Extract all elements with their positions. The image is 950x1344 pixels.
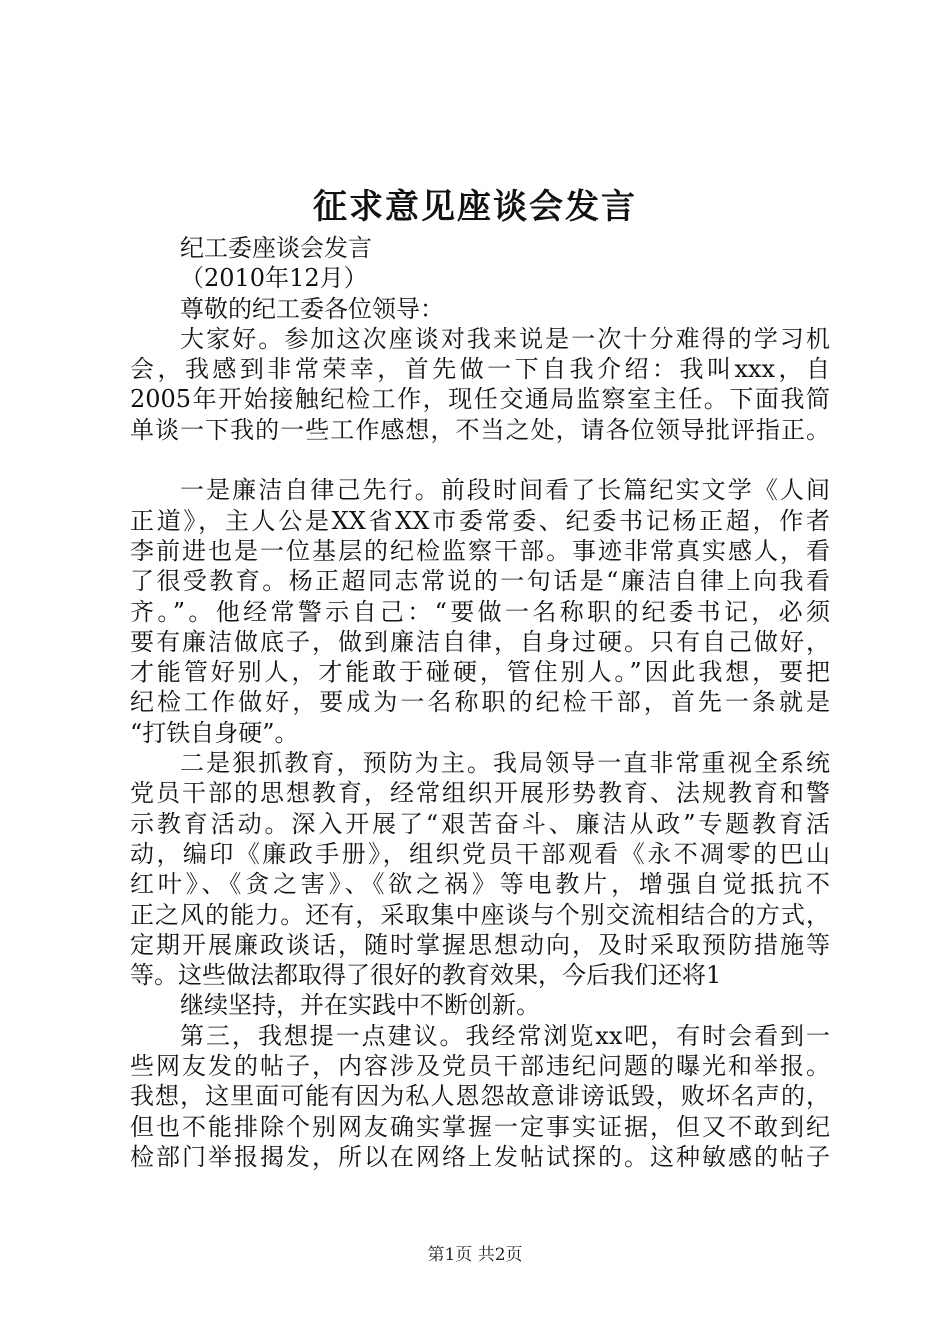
text-line: 纪检工作做好，要成为一名称职的纪检干部，首先一条就是 [130, 688, 830, 717]
text-line: （2010年12月） [180, 264, 368, 293]
text-line: 正道》，主人公是XX省XX市委常委、纪委书记杨正超，作者 [130, 506, 830, 535]
text-line: 会，我感到非常荣幸，首先做一下自我介绍：我叫xxx，自 [130, 355, 830, 384]
text-line: “打铁自身硬”。 [130, 718, 299, 747]
blank-line [130, 445, 830, 475]
text-line: 李前进也是一位基层的纪检监察干部。事迹非常真实感人，看 [130, 536, 830, 565]
text-line: 要有廉洁做底子，做到廉洁自律，自身过硬。只有自己做好， [130, 627, 830, 656]
text-line: 等。这些做法都取得了很好的教育效果，今后我们还将1 [130, 961, 722, 990]
document-title: 征求意见座谈会发言 [313, 187, 637, 227]
text-line: 定期开展廉政谈话，随时掌握思想动向，及时采取预防措施等 [130, 930, 830, 959]
text-line: 2005年开始接触纪检工作，现任交通局监察室主任。下面我简 [130, 385, 830, 414]
text-line: 动，编印《廉政手册》，组织党员干部观看《永不凋零的巴山 [130, 839, 830, 868]
text-line: 我想，这里面可能有因为私人恩怨故意诽谤诋毁，败坏名声的， [130, 1082, 830, 1111]
text-line: 正之风的能力。还有，采取集中座谈与个别交流相结合的方式， [130, 900, 830, 929]
text-line: 党员干部的思想教育，经常组织开展形势教育、法规教育和警 [130, 779, 830, 808]
text-line: 示教育活动。深入开展了“艰苦奋斗、廉洁从政”专题教育活 [130, 809, 830, 838]
document-body [130, 233, 830, 1172]
text-line: 继续坚持，并在实践中不断创新。 [180, 991, 540, 1020]
text-line: 一是廉洁自律己先行。前段时间看了长篇纪实文学《人间 [180, 476, 830, 505]
text-line: 单谈一下我的一些工作感想，不当之处，请各位领导批评指正。 [130, 415, 830, 444]
text-line: 红叶》、《贪之害》、《欲之祸》等电教片，增强自觉抵抗不 [130, 870, 830, 899]
page-footer: 第1页 共2页 [427, 1245, 523, 1265]
text-line: 但也不能排除个别网友确实掌握一定事实证据，但又不敢到纪 [130, 1112, 830, 1141]
text-line: 才能管好别人，才能敢于碰硬，管住别人。”因此我想，要把 [130, 658, 830, 687]
text-line: 纪工委座谈会发言 [180, 234, 372, 262]
text-line: 了很受教育。杨正超同志常说的一句话是“廉洁自律上向我看 [130, 567, 830, 596]
text-line: 些网友发的帖子，内容涉及党员干部违纪问题的曝光和举报。 [130, 1052, 830, 1081]
text-line: 第三，我想提一点建议。我经常浏览xx吧，有时会看到一 [180, 1021, 830, 1050]
text-line: 尊敬的纪工委各位领导： [180, 294, 444, 323]
text-line: 大家好。参加这次座谈对我来说是一次十分难得的学习机 [180, 324, 830, 353]
text-line: 检部门举报揭发，所以在网络上发帖试探的。这种敏感的帖子 [130, 1142, 830, 1171]
text-line: 二是狠抓教育，预防为主。我局领导一直非常重视全系统 [180, 749, 830, 778]
text-line: 齐。”。他经常警示自己：“要做一名称职的纪委书记，必须 [130, 597, 830, 626]
